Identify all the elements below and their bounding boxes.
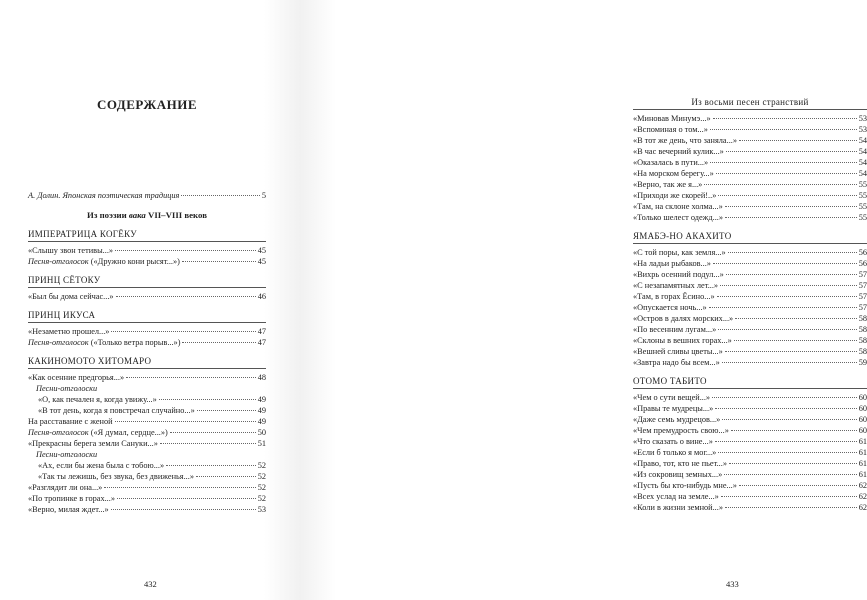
dot-leader <box>170 432 256 433</box>
toc-label: «Чем о сути вещей...» <box>633 393 711 402</box>
toc-label: Песня-отголосок («Я думал, сердце...») <box>28 428 168 437</box>
toc-label: «В тот же день, что заняла...» <box>633 136 737 145</box>
dot-leader <box>710 129 857 130</box>
dot-leader <box>739 140 857 141</box>
toc-subheading: Песни-отголоски <box>36 450 98 459</box>
toc-row <box>28 471 266 482</box>
toc-subheading: Песни-отголоски <box>36 384 98 393</box>
toc-label: «Верно, милая ждет...» <box>28 505 109 514</box>
toc-row <box>633 247 867 258</box>
toc-row <box>633 146 867 157</box>
toc-label: «Склоны в вешних горах...» <box>633 336 732 345</box>
toc-row <box>633 425 867 436</box>
toc-row <box>633 403 867 414</box>
toc-row <box>633 436 867 447</box>
author-heading: ЯМАБЭ-НО АКАХИТО <box>633 231 732 241</box>
toc-label: «В тот день, когда я повстречал случайно...» <box>38 406 195 415</box>
toc-row <box>633 190 867 201</box>
dot-leader <box>196 476 256 477</box>
dot-leader <box>712 397 857 398</box>
toc-page: 54 <box>858 158 867 167</box>
toc-label: «Правы те мудрецы...» <box>633 404 714 413</box>
toc-page: 59 <box>858 358 867 367</box>
toc-page: 60 <box>858 393 867 402</box>
dot-leader <box>722 419 856 420</box>
toc-label: «Опускается ночь...» <box>633 303 707 312</box>
toc-label: А. Долин. Японская поэтическая традиция <box>28 191 180 200</box>
toc-row <box>28 245 266 256</box>
dot-leader <box>709 307 857 308</box>
toc-label: «Чем премудрость свою...» <box>633 426 729 435</box>
rule <box>28 241 266 242</box>
toc-label: «По весенним лугам...» <box>633 325 717 334</box>
section-title-travel: Из восьми песен странствий <box>691 97 809 107</box>
toc-label: «Был бы дома сейчас...» <box>28 292 114 301</box>
toc-page: 5 <box>261 191 266 200</box>
toc-row <box>633 414 867 425</box>
toc-page: 49 <box>257 395 266 404</box>
toc-label: «Так ты лежишь, без звука, без движенья...» <box>38 472 194 481</box>
dot-leader <box>716 173 857 174</box>
toc-label: «На морском берегу...» <box>633 169 714 178</box>
dot-leader <box>713 263 857 264</box>
toc-row <box>633 469 867 480</box>
rule <box>28 368 266 369</box>
dot-leader <box>718 195 856 196</box>
toc-page: 61 <box>858 437 867 446</box>
rule <box>633 243 867 244</box>
toc-row <box>28 438 266 449</box>
toc-page: 55 <box>858 213 867 222</box>
toc-row <box>28 337 266 348</box>
toc-label: «Незаметно прошел...» <box>28 327 110 336</box>
right-intro-rows <box>633 113 867 223</box>
toc-row <box>28 394 266 405</box>
toc-row <box>633 491 867 502</box>
toc-label: «Миновав Минумэ...» <box>633 114 711 123</box>
rule <box>633 109 867 110</box>
toc-row <box>633 324 867 335</box>
dot-leader <box>166 465 256 466</box>
toc-row <box>633 392 867 403</box>
toc-row <box>633 135 867 146</box>
dot-leader <box>160 443 256 444</box>
toc-label: «С той поры, как земля...» <box>633 248 726 257</box>
toc-label: «Вспоминая о том...» <box>633 125 708 134</box>
toc-label: «По тропинке в горах...» <box>28 494 115 503</box>
author-heading: ОТОМО ТАБИТО <box>633 376 707 386</box>
toc-label: «Только шелест одежд...» <box>633 213 724 222</box>
toc-page: 46 <box>257 292 266 301</box>
dot-leader <box>725 217 857 218</box>
toc-label: «Остров в далях морских...» <box>633 314 734 323</box>
toc-row <box>633 346 867 357</box>
toc-page: 62 <box>858 503 867 512</box>
toc-row <box>633 502 867 513</box>
dot-leader <box>111 509 256 510</box>
dot-leader <box>197 410 256 411</box>
toc-label: «Слышу звон тетивы...» <box>28 246 114 255</box>
right-page <box>300 0 867 600</box>
dot-leader <box>126 377 256 378</box>
toc-page: 51 <box>257 439 266 448</box>
toc-page: 52 <box>257 472 266 481</box>
author-heading: ИМПЕРАТРИЦА КОГЁКУ <box>28 229 137 239</box>
toc-page: 55 <box>858 191 867 200</box>
toc-page: 57 <box>858 292 867 301</box>
toc-row <box>28 256 266 267</box>
toc-label: «О, как печален я, когда увижу...» <box>38 395 157 404</box>
toc-label: «Вешней сливы цветы...» <box>633 347 723 356</box>
toc-label: «Там, на склоне холма...» <box>633 202 723 211</box>
toc-label: Песня-отголосок («Только ветра порыв...») <box>28 338 181 347</box>
dot-leader <box>721 496 857 497</box>
toc-label: «Как осенние предгорья...» <box>28 373 125 382</box>
toc-page: 61 <box>858 470 867 479</box>
toc-row <box>633 302 867 313</box>
dot-leader <box>117 498 256 499</box>
toc-label: «Завтра надо бы всем...» <box>633 358 720 367</box>
toc-label: «Приходи же скорей!..» <box>633 191 717 200</box>
dot-leader <box>731 430 857 431</box>
toc-page: 52 <box>257 483 266 492</box>
rule <box>633 388 867 389</box>
toc-page: 60 <box>858 404 867 413</box>
toc-page: 62 <box>858 492 867 501</box>
toc-page: 54 <box>858 169 867 178</box>
page-title: СОДЕРЖАНИЕ <box>96 97 198 112</box>
toc-label: «Коли в жизни земной...» <box>633 503 723 512</box>
dot-leader <box>710 162 857 163</box>
right-content <box>633 96 867 513</box>
toc-row <box>633 269 867 280</box>
dot-leader <box>182 261 256 262</box>
dot-leader <box>735 318 856 319</box>
toc-page: 50 <box>257 428 266 437</box>
toc-row-intro <box>28 190 266 201</box>
author-heading: ПРИНЦ СЁТОКУ <box>28 275 101 285</box>
page-number: 432 <box>144 579 157 589</box>
rule <box>28 322 266 323</box>
dot-leader <box>717 296 857 297</box>
dot-leader <box>718 452 856 453</box>
toc-row <box>633 157 867 168</box>
toc-label: «Из сокровищ земных...» <box>633 470 723 479</box>
toc-row <box>28 504 266 515</box>
toc-page: 60 <box>858 415 867 424</box>
dot-leader <box>726 151 857 152</box>
toc-page: 47 <box>257 338 266 347</box>
page-number: 433 <box>726 579 739 589</box>
toc-label: «Даже семь мудрецов...» <box>633 415 721 424</box>
toc-row <box>28 460 266 471</box>
author-heading: ПРИНЦ ИКУСА <box>28 310 96 320</box>
toc-page: 57 <box>858 303 867 312</box>
right-blocks <box>633 223 867 513</box>
dot-leader <box>104 487 255 488</box>
toc-row <box>633 480 867 491</box>
toc-label: «Пусть бы кто-нибудь мне...» <box>633 481 737 490</box>
toc-label: «Право, тот, кто не пьет...» <box>633 459 727 468</box>
toc-label: «Ах, если бы жена была с тобою...» <box>38 461 165 470</box>
toc-page: 57 <box>858 270 867 279</box>
toc-page: 60 <box>858 426 867 435</box>
toc-row <box>28 416 266 427</box>
toc-label: «Оказалась в пути...» <box>633 158 709 167</box>
dot-leader <box>159 399 256 400</box>
toc-label: «Всех услад на земле...» <box>633 492 719 501</box>
toc-row <box>633 201 867 212</box>
toc-label: «Разглядит ли она...» <box>28 483 103 492</box>
dot-leader <box>725 351 857 352</box>
dot-leader <box>718 329 856 330</box>
toc-page: 58 <box>858 325 867 334</box>
dot-leader <box>729 463 857 464</box>
toc-page: 53 <box>257 505 266 514</box>
toc-label: «Что сказать о вине...» <box>633 437 713 446</box>
toc-page: 52 <box>257 494 266 503</box>
rule <box>28 287 266 288</box>
toc-row <box>28 405 266 416</box>
author-heading: КАКИНОМОТО ХИТОМАРО <box>28 356 152 366</box>
toc-page: 55 <box>858 180 867 189</box>
toc-page: 56 <box>858 259 867 268</box>
dot-leader <box>182 342 255 343</box>
toc-page: 45 <box>257 246 266 255</box>
toc-row <box>633 113 867 124</box>
dot-leader <box>181 195 259 196</box>
toc-page: 62 <box>858 481 867 490</box>
toc-page: 52 <box>257 461 266 470</box>
toc-row <box>633 280 867 291</box>
dot-leader <box>713 118 857 119</box>
toc-page: 48 <box>257 373 266 382</box>
toc-row <box>633 291 867 302</box>
dot-leader <box>715 408 856 409</box>
toc-page: 45 <box>257 257 266 266</box>
toc-label: «С незапамятных лет...» <box>633 281 719 290</box>
toc-row <box>28 493 266 504</box>
dot-leader <box>724 474 856 475</box>
toc-page: 49 <box>257 406 266 415</box>
toc-page: 61 <box>858 459 867 468</box>
toc-row <box>633 458 867 469</box>
toc-row <box>28 291 266 302</box>
toc-row <box>28 326 266 337</box>
dot-leader <box>728 252 857 253</box>
toc-row <box>633 124 867 135</box>
dot-leader <box>704 184 856 185</box>
toc-row <box>28 482 266 493</box>
toc-label: «Верно, так же я...» <box>633 180 703 189</box>
toc-page: 54 <box>858 136 867 145</box>
toc-label: «Вихрь осенний подул...» <box>633 270 724 279</box>
toc-label: «Если б только я мог...» <box>633 448 717 457</box>
dot-leader <box>111 331 255 332</box>
dot-leader <box>734 340 857 341</box>
toc-page: 55 <box>858 202 867 211</box>
section-heading: Из поэзии вака VII–VIII веков <box>87 210 207 220</box>
dot-leader <box>725 507 857 508</box>
toc-page: 58 <box>858 347 867 356</box>
toc-page: 56 <box>858 248 867 257</box>
left-blocks <box>28 228 266 515</box>
toc-row <box>633 335 867 346</box>
dot-leader <box>726 274 857 275</box>
toc-row <box>633 313 867 324</box>
toc-label: «Прекрасны берега земли Сануки...» <box>28 439 158 448</box>
dot-leader <box>722 362 857 363</box>
left-content <box>28 96 266 515</box>
toc-page: 53 <box>858 114 867 123</box>
toc-page: 58 <box>858 314 867 323</box>
left-page <box>0 0 300 600</box>
toc-row <box>633 212 867 223</box>
toc-page: 49 <box>257 417 266 426</box>
dot-leader <box>739 485 857 486</box>
toc-row <box>633 168 867 179</box>
dot-leader <box>715 441 857 442</box>
toc-label: «В час вечерний кулик...» <box>633 147 724 156</box>
toc-page: 53 <box>858 125 867 134</box>
toc-page: 47 <box>257 327 266 336</box>
toc-page: 61 <box>858 448 867 457</box>
toc-row <box>28 372 266 383</box>
toc-label: На расставание с женой <box>28 417 113 426</box>
toc-row <box>633 258 867 269</box>
dot-leader <box>115 250 256 251</box>
toc-label: «Там, в горах Ёсино...» <box>633 292 715 301</box>
toc-label: Песня-отголосок («Дружно кони рысят...») <box>28 257 180 266</box>
toc-page: 54 <box>858 147 867 156</box>
toc-row <box>633 447 867 458</box>
toc-row <box>633 357 867 368</box>
dot-leader <box>725 206 857 207</box>
dot-leader <box>116 296 256 297</box>
dot-leader <box>720 285 857 286</box>
toc-label: «На ладьи рыбаков...» <box>633 259 711 268</box>
dot-leader <box>115 421 256 422</box>
toc-row <box>28 427 266 438</box>
toc-row <box>633 179 867 190</box>
toc-page: 57 <box>858 281 867 290</box>
toc-page: 58 <box>858 336 867 345</box>
